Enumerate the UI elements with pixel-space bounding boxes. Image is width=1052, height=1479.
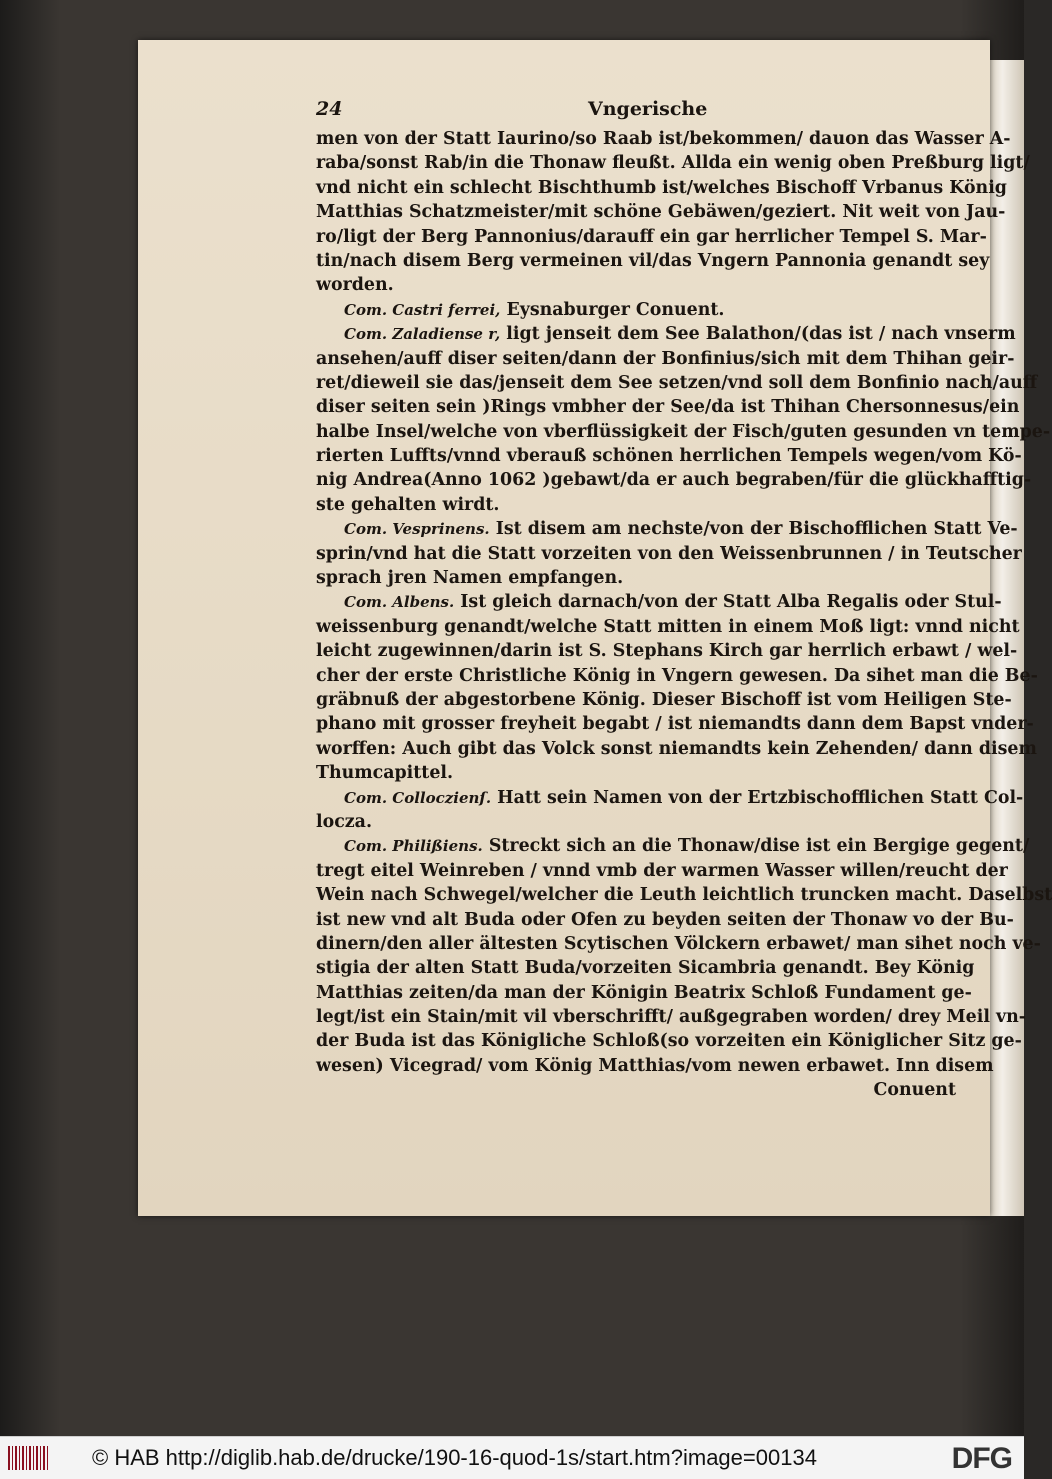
line-text: ansehen/auff diser seiten/dann der Bonfinius/sich mit dem Thihan geir- [316, 348, 1015, 369]
text-line [316, 420, 1051, 444]
footer-bar [0, 1436, 1024, 1479]
copyright-url[interactable]: © HAB http://diglib.hab.de/drucke/190-16-quod-1s/start.htm?image=00134 [92, 1445, 817, 1470]
text-line [316, 712, 1034, 736]
text-line [316, 347, 1015, 371]
line-text: Ist gleich darnach/von der Statt Alba Regalis oder Stul- [460, 592, 1002, 613]
line-text: Matthias zeiten/da man der Königin Beatrix Schloß Fundament ge- [316, 982, 972, 1003]
text-line [316, 761, 956, 785]
text-line [316, 688, 1012, 712]
line-text: sprin/vnd hat die Statt vorzeiten von den Weissenbrunnen / in Teutscher [316, 543, 1022, 564]
text-line [316, 664, 1038, 688]
text-line [316, 810, 956, 834]
county-heading: Com. Castri ferrei, [344, 300, 501, 319]
line-text: Ist disem am nechste/von der Bischofflichen Statt Ve- [495, 519, 1018, 540]
text-line [316, 1005, 1026, 1029]
text-line [316, 542, 1022, 566]
text-line [316, 200, 1006, 224]
line-text: phano mit grosser freyheit begabt / ist niemandts dann dem Bapst vnder- [316, 714, 1034, 735]
line-text: halbe Insel/welche von vberflüssigkeit der Fisch/guten gesunden vn tempe- [316, 421, 1051, 442]
text-line [316, 908, 1014, 932]
running-head: Vngerische [588, 98, 708, 120]
line-text: ste gehalten wirdt. [316, 494, 500, 515]
line-text: weissenburg genandt/welche Statt mitten in einem Moß ligt: vnnd nicht [316, 616, 1020, 637]
text-line [316, 127, 1011, 151]
line-text: diser seiten sein )Rings vmbher der See/da ist Thihan Chersonnesus/ein [316, 397, 1020, 418]
county-heading: Com. Vesprinens. [344, 520, 490, 539]
line-text: leicht zugewinnen/darin ist S. Stephans Kirch gar herrlich erbawt / wel- [316, 641, 1018, 662]
text-line [316, 249, 990, 273]
line-text: tregt eitel Weinreben / vnnd vmb der warmen Wasser willen/reucht der [316, 860, 1008, 881]
text-line [316, 1029, 1022, 1053]
line-text: gräbnuß der abgestorbene König. Dieser Bischoff ist vom Heiligen Ste- [316, 689, 1012, 710]
text-line [316, 517, 1018, 541]
text-line [316, 273, 956, 297]
line-text: locza. [316, 811, 372, 832]
line-text: Thumcapittel. [316, 763, 454, 784]
line-text: der Buda ist das Königliche Schloß(so vorzeiten ein Königlicher Sitz ge- [316, 1031, 1022, 1052]
county-heading: Com. Colloczienſ. [344, 788, 492, 807]
text-line [316, 395, 1020, 419]
line-text: worffen: Auch gibt das Volck sonst niemandts kein Zehenden/ dann disem [316, 738, 1037, 759]
line-text: cher der erste Christliche König in Vngern gewesen. Da sihet man die Be- [316, 665, 1038, 686]
text-line [316, 566, 956, 590]
line-text: sprach jren Namen empfangen. [316, 568, 624, 589]
page-header [316, 98, 956, 124]
text-line [316, 298, 956, 322]
line-text: ist new vnd alt Buda oder Ofen zu beyden seiten der Thonaw vo der Bu- [316, 909, 1014, 930]
county-heading: Com. Zaladiense r, [344, 325, 501, 344]
body-text [316, 127, 1052, 1103]
barcode-icon [8, 1446, 48, 1470]
text-line [316, 1054, 994, 1078]
text-line [316, 225, 987, 249]
text-line [316, 859, 1008, 883]
line-text: Hatt sein Namen von der Ertzbischofflichen Statt Col- [497, 787, 1024, 808]
line-text: Streckt sich an die Thonaw/dise ist ein Bergige gegent/ [488, 836, 1030, 857]
line-text: dinern/den aller ältesten Scytischen Völckern erbawet/ man sihet noch ve- [316, 933, 1041, 954]
line-text: tin/nach disem Berg vermeinen vil/das Vngern Pannonia genandt sey [316, 250, 990, 271]
text-line [316, 371, 1038, 395]
text-line [316, 956, 975, 980]
line-text: raba/sonst Rab/in die Thonaw fleußt. Allda ein wenig oben Preßburg ligt/ [316, 153, 1030, 174]
page-number: 24 [316, 98, 343, 120]
county-heading: Com. Albens. [344, 593, 455, 612]
text-line [316, 932, 1041, 956]
line-text: ro/ligt der Berg Pannonius/darauff ein gar herrlicher Tempel S. Mar- [316, 226, 987, 247]
text-line [316, 468, 1032, 492]
text-line [316, 590, 1002, 614]
line-text: worden. [316, 275, 394, 296]
text-line [316, 151, 1030, 175]
text-line [316, 322, 1016, 346]
text-line [316, 786, 1024, 810]
catchword: Conuent [873, 1080, 956, 1101]
text-line [316, 176, 1007, 200]
county-heading: Com. Philißiens. [344, 837, 483, 856]
text-line [316, 883, 1052, 907]
text-line [316, 639, 1018, 663]
line-text: rierten Luffts/vnnd vberauß schönen herrlichen Tempels wegen/vom Kö- [316, 446, 1022, 467]
line-text: Eysnaburger Conuent. [506, 299, 725, 320]
line-text: men von der Statt Iaurino/so Raab ist/bekommen/ dauon das Wasser A- [316, 129, 1011, 149]
line-text: legt/ist ein Stain/mit vil vberschrifft/ außgegraben worden/ drey Meil vn- [316, 1007, 1026, 1028]
line-text: vnd nicht ein schlecht Bischthumb ist/welches Bischoff Vrbanus König [316, 177, 1007, 198]
text-line [316, 834, 1030, 858]
text-line [316, 493, 956, 517]
line-text: stigia der alten Statt Buda/vorzeiten Sicambria genandt. Bey König [316, 958, 975, 979]
line-text: ret/dieweil sie das/jenseit dem See setzen/vnd soll dem Bonfinio nach/auff [316, 372, 1038, 393]
text-line [316, 737, 1037, 761]
dfg-logo: DFG [951, 1442, 1012, 1475]
line-text: Wein nach Schwegel/welcher die Leuth leichtlich truncken macht. Daselbst [316, 885, 1052, 906]
line-text: ligt jenseit dem See Balathon/(das ist / nach vnserm [506, 324, 1016, 345]
text-line [316, 444, 1022, 468]
text-line [316, 615, 1020, 639]
line-text: wesen) Vicegrad/ vom König Matthias/vom newen erbawet. Inn disem [316, 1055, 994, 1076]
line-text: Matthias Schatzmeister/mit schöne Gebäwen/geziert. Nit weit von Jau- [316, 202, 1006, 223]
text-line [316, 981, 972, 1005]
line-text: nig Andrea(Anno 1062 )gebawt/da er auch begraben/für die glückhafftig- [316, 470, 1032, 491]
